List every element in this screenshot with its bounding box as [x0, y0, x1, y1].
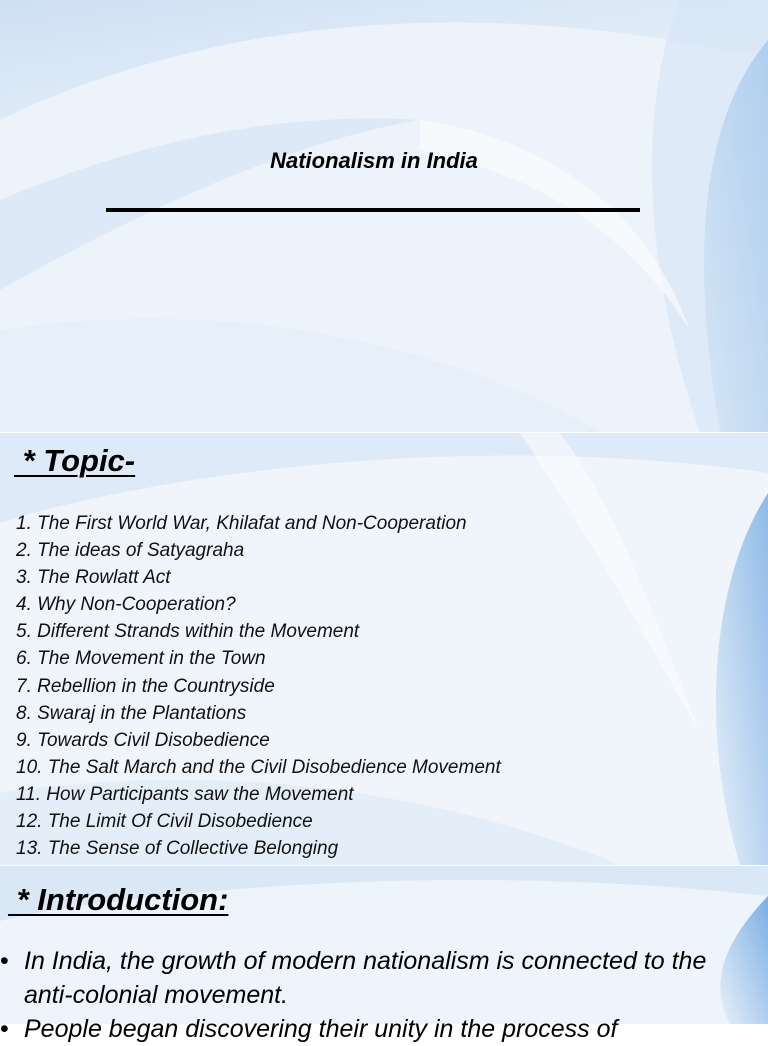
title-slide: [0, 0, 768, 432]
bullet-text: People began discovering their unity in the process of: [24, 1015, 618, 1043]
introduction-heading: * Introduction:: [8, 882, 229, 917]
bullet-item: [0, 944, 740, 1012]
topic-item: 3. The Rowlatt Act: [16, 567, 171, 589]
topic-list: [16, 510, 501, 862]
bullet-item: [0, 1012, 740, 1046]
slide-title: Nationalism in India: [270, 148, 478, 173]
topics-slide: [0, 433, 768, 865]
topic-item: 13. The Sense of Collective Belonging: [16, 838, 339, 860]
bullet-icon: •: [0, 947, 9, 975]
introduction-bullets: [0, 944, 740, 1046]
topic-item: 7. Rebellion in the Countryside: [16, 675, 275, 697]
topic-item: 10. The Salt March and the Civil Disobedience Movement: [16, 756, 501, 778]
topic-item: 5. Different Strands within the Movement: [16, 621, 360, 643]
topic-item: 11. How Participants saw the Movement: [16, 783, 354, 805]
topic-item: 12. The Limit Of Civil Disobedience: [16, 811, 313, 833]
topic-item: 4. Why Non-Cooperation?: [16, 594, 236, 616]
title-underline-rule: [106, 208, 640, 212]
topic-item: 2. The ideas of Satyagraha: [16, 540, 245, 562]
bullet-text: In India, the growth of modern nationalism is connected to the anti-colonial movement.: [24, 947, 707, 1009]
topic-item: 6. The Movement in the Town: [16, 648, 266, 670]
topic-item: 8. Swaraj in the Plantations: [16, 702, 247, 724]
topic-heading: * Topic-: [14, 443, 136, 478]
topic-item: 9. Towards Civil Disobedience: [16, 729, 270, 751]
bullet-icon: •: [0, 1015, 9, 1043]
topic-item: 1. The First World War, Khilafat and Non-Cooperation: [16, 513, 467, 534]
introduction-slide: [0, 866, 768, 1043]
